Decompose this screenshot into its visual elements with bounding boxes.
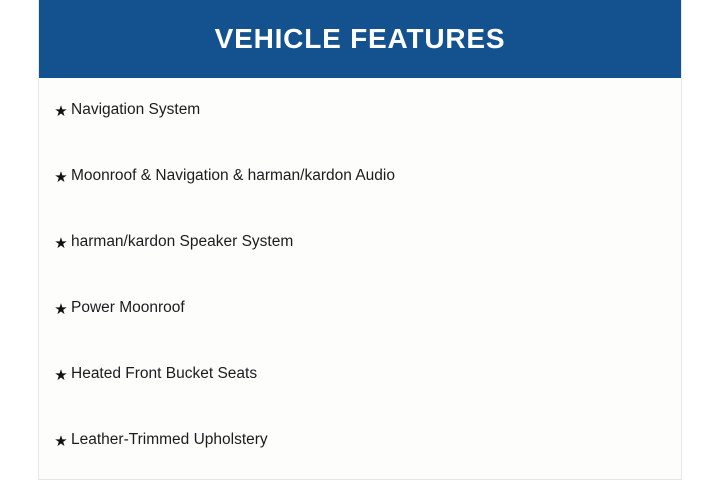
feature-label: Moonroof & Navigation & harman/kardon Audio	[71, 167, 395, 184]
star-bullet-icon: ★	[54, 103, 68, 120]
list-item	[39, 430, 681, 496]
header-banner	[39, 0, 681, 78]
star-bullet-icon: ★	[54, 367, 68, 384]
left-gutter	[0, 0, 38, 480]
list-item	[39, 232, 681, 298]
page-title: VEHICLE FEATURES	[214, 23, 506, 54]
features-card	[38, 0, 682, 480]
star-bullet-icon: ★	[54, 235, 68, 252]
list-item	[39, 298, 681, 364]
list-item	[39, 166, 681, 232]
right-gutter	[682, 0, 720, 480]
star-bullet-icon: ★	[54, 433, 68, 450]
list-item	[39, 364, 681, 430]
list-item	[39, 100, 681, 166]
features-list	[39, 78, 681, 480]
feature-label: Navigation System	[71, 101, 201, 118]
star-bullet-icon: ★	[54, 301, 68, 318]
feature-label: harman/kardon Speaker System	[71, 233, 294, 250]
star-bullet-icon: ★	[54, 169, 68, 186]
feature-label: Heated Front Bucket Seats	[71, 365, 258, 382]
feature-label: Power Moonroof	[71, 299, 185, 316]
feature-label: Leather-Trimmed Upholstery	[71, 431, 268, 448]
